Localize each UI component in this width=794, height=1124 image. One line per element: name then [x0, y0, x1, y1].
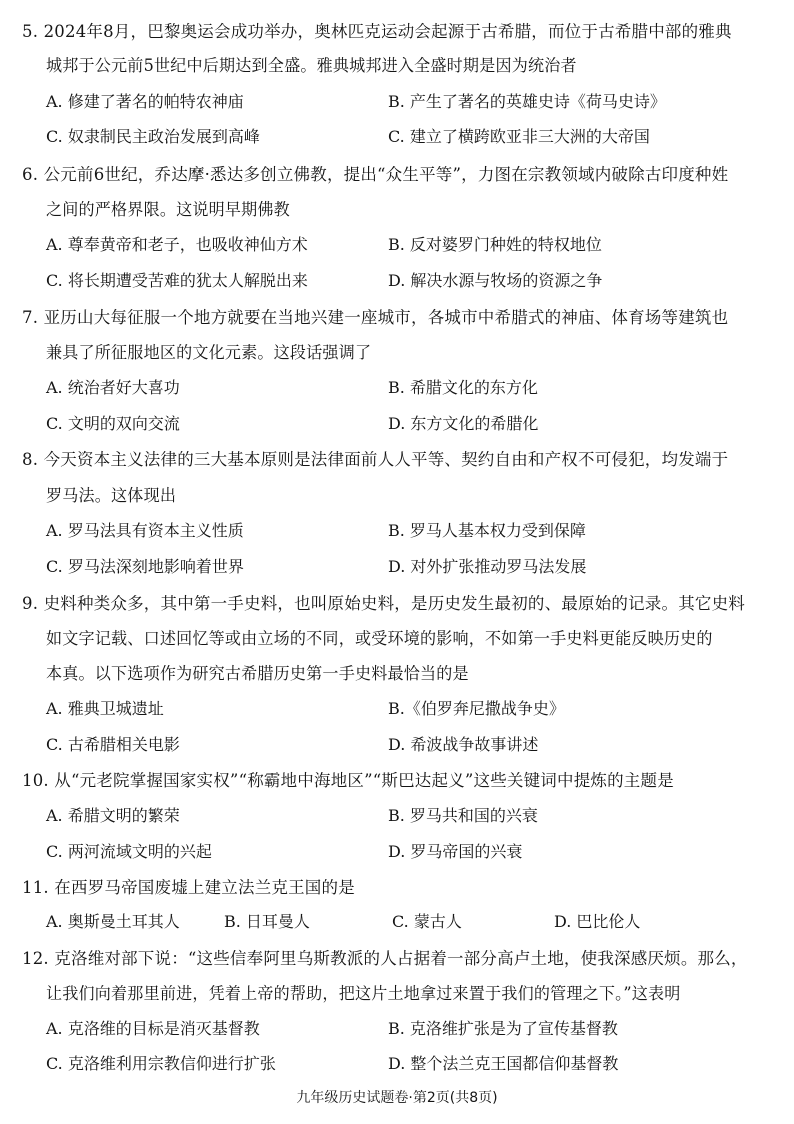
question-11-option-b: B. 日耳曼人: [224, 912, 310, 931]
question-12-option-b: B. 克洛维扩张是为了宣传基督教: [388, 1019, 618, 1038]
question-10-stem-line-1: [22, 763, 782, 799]
question-12-option-a: A. 克洛维的目标是消灭基督教: [46, 1019, 260, 1038]
question-12-stem-line-1: [22, 941, 782, 977]
question-8-option-a: A. 罗马法具有资本主义性质: [46, 521, 244, 540]
question-6-option-c: C. 将长期遭受苦难的犹太人解脱出来: [46, 271, 308, 290]
question-11-option-a: A. 奥斯曼土耳其人: [46, 912, 180, 931]
question-10-option-d: D. 罗马帝国的兴衰: [388, 842, 523, 861]
question-8-stem-line-1: [22, 442, 782, 478]
question-9-stem-text-1: 史料种类众多，其中第一手史料，也叫原始史料，是历史发生最初的、最原始的记录。其它史料: [43, 594, 746, 613]
question-7-option-b: B. 希腊文化的东方化: [388, 378, 538, 397]
question-11-option-c: C. 蒙古人: [392, 912, 462, 931]
question-5-number: 5.: [22, 22, 39, 41]
question-9-option-b: B.《伯罗奔尼撒战争史》: [388, 699, 565, 718]
question-12-number: 12.: [22, 949, 49, 968]
question-9-number: 9.: [22, 594, 39, 613]
question-10-stem-text-1: 从“元老院掌握国家实权”“称霸地中海地区”“斯巴达起义”这些关键词中提炼的主题是: [54, 771, 674, 790]
question-9-stem-line-3: 本真。以下选项作为研究古希腊历史第一手史料最恰当的是: [46, 664, 469, 683]
question-7-stem-line-2: 兼具了所征服地区的文化元素。这段话强调了: [46, 343, 372, 362]
question-8-stem-text-1: 今天资本主义法律的三大基本原则是法律面前人人平等、契约自由和产权不可侵犯，均发端于: [43, 450, 729, 469]
question-5-option-c: C. 奴隶制民主政治发展到高峰: [46, 127, 260, 146]
question-10-option-c: C. 两河流域文明的兴起: [46, 842, 212, 861]
question-8-option-d: D. 对外扩张推动罗马法发展: [388, 557, 587, 576]
question-10-option-b: B. 罗马共和国的兴衰: [388, 806, 538, 825]
question-8-option-b: B. 罗马人基本权力受到保障: [388, 521, 586, 540]
question-5-stem-text-1: 2024年8月，巴黎奥运会成功举办，奥林匹克运动会起源于古希腊，而位于古希腊中部的雅典: [43, 22, 732, 41]
question-6-option-b: B. 反对婆罗门种姓的特权地位: [388, 235, 602, 254]
question-8-stem-line-2: 罗马法。这体现出: [46, 486, 177, 505]
question-8-number: 8.: [22, 450, 39, 469]
question-12-option-d: D. 整个法兰克王国都信仰基督教: [388, 1054, 619, 1073]
question-7-stem-text-1: 亚历山大每征服一个地方就要在当地兴建一座城市，各城市中希腊式的神庙、体育场等建筑也: [43, 308, 729, 327]
question-5-option-b: B. 产生了著名的英雄史诗《荷马史诗》: [388, 92, 666, 111]
question-9-option-d: D. 希波战争故事讲述: [388, 735, 539, 754]
question-5-stem-line-1: [22, 14, 782, 50]
question-7-option-d: D. 东方文化的希腊化: [388, 414, 539, 433]
question-5-option-a: A. 修建了著名的帕特农神庙: [46, 92, 244, 111]
question-6-stem-text-1: 公元前6世纪，乔达摩·悉达多创立佛教，提出“众生平等”，力图在宗教领域内破除古印度种姓: [43, 165, 729, 184]
question-9-option-c: C. 古希腊相关电影: [46, 735, 180, 754]
question-6-number: 6.: [22, 165, 39, 184]
question-8-option-c: C. 罗马法深刻地影响着世界: [46, 557, 244, 576]
question-10-number: 10.: [22, 771, 49, 790]
question-5-stem-line-2: 城邦于公元前5世纪中后期达到全盛。雅典城邦进入全盛时期是因为统治者: [46, 56, 577, 75]
question-6-option-a: A. 尊奉黄帝和老子，也吸收神仙方术: [46, 235, 308, 254]
question-6-option-d: D. 解决水源与牧场的资源之争: [388, 271, 603, 290]
question-5-option-d: C. 建立了横跨欧亚非三大洲的大帝国: [388, 127, 650, 146]
question-11-number: 11.: [22, 878, 49, 897]
question-7-stem-line-1: [22, 300, 782, 336]
question-9-option-a: A. 雅典卫城遗址: [46, 699, 164, 718]
question-12-option-c: C. 克洛维利用宗教信仰进行扩张: [46, 1054, 276, 1073]
question-6-stem-line-1: [22, 157, 782, 193]
question-11-stem-line-1: [22, 870, 782, 906]
question-7-option-a: A. 统治者好大喜功: [46, 378, 180, 397]
question-6-stem-line-2: 之间的严格界限。这说明早期佛教: [46, 200, 290, 219]
question-12-stem-text-1: 克洛维对部下说：“这些信奉阿里乌斯教派的人占据着一部分高卢土地，使我深感厌烦。那么，: [54, 949, 748, 968]
question-7-number: 7.: [22, 308, 39, 327]
question-10-option-a: A. 希腊文明的繁荣: [46, 806, 180, 825]
question-11-option-d: D. 巴比伦人: [554, 912, 641, 931]
question-12-stem-line-2: 让我们向着那里前进，凭着上帝的帮助，把这片土地拿过来置于我们的管理之下。”这表明: [46, 984, 681, 1003]
question-9-stem-line-2: 如文字记载、口述回忆等或由立场的不同，或受环境的影响，不如第一手史料更能反映历史的: [46, 629, 713, 648]
question-9-stem-line-1: [22, 586, 782, 622]
page-footer: 九年级历史试题卷·第2页(共8页): [296, 1090, 498, 1106]
question-7-option-c: C. 文明的双向交流: [46, 414, 180, 433]
question-11-stem-text-1: 在西罗马帝国废墟上建立法兰克王国的是: [54, 878, 355, 897]
